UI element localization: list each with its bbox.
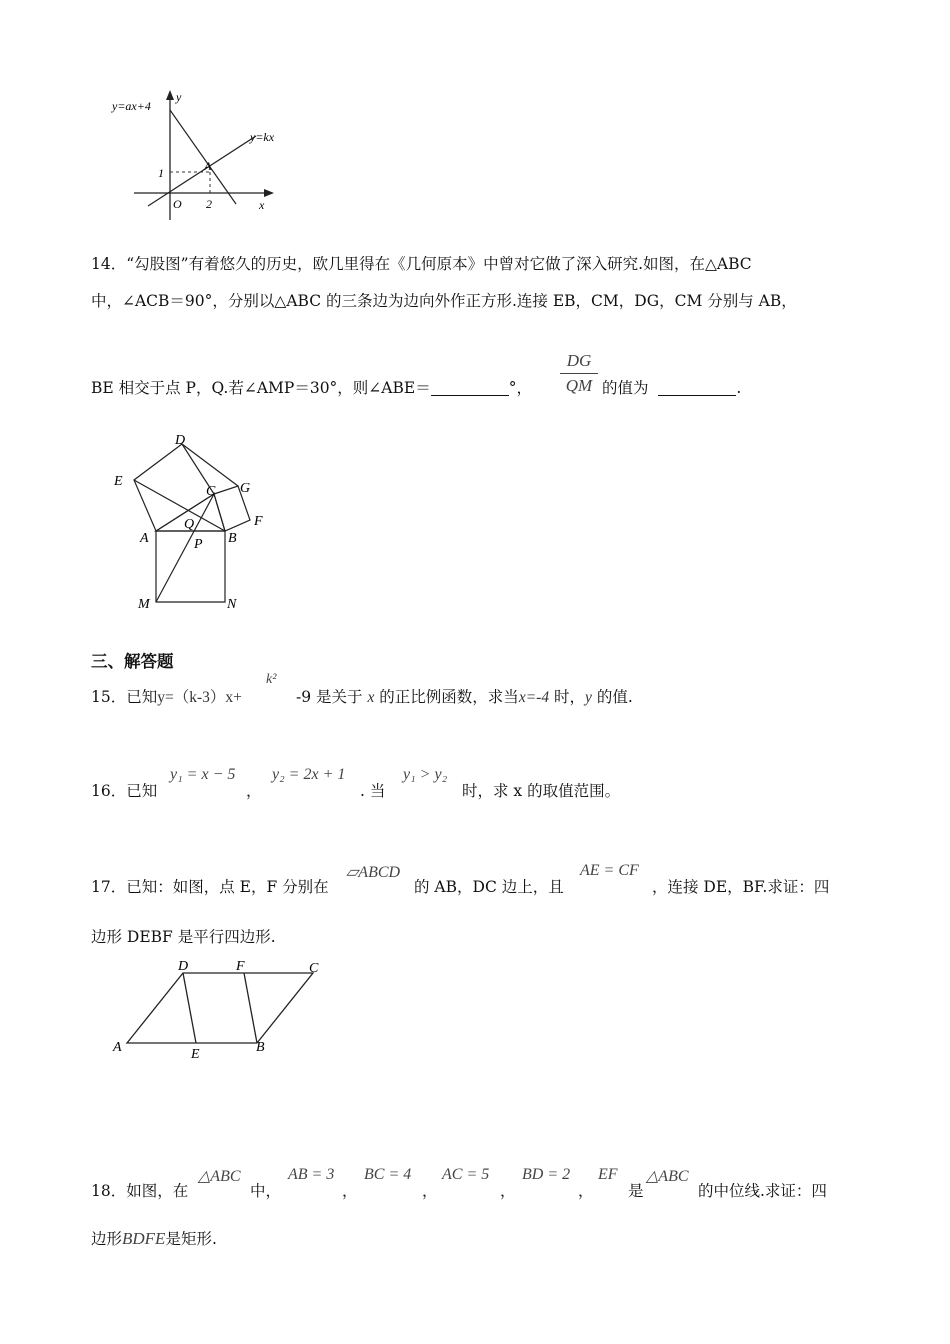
q18-text-c: 是 bbox=[628, 1182, 644, 1200]
q14-line-3-text-a: BE 相交于点 P，Q.若∠AMP＝30°，则∠ABE＝ bbox=[91, 379, 431, 397]
q18-line-2 bbox=[91, 1228, 217, 1250]
q16-eq-2: y₂ = 2x + 1 bbox=[272, 766, 346, 783]
q16-eq-3: y₁ > y₂ bbox=[403, 766, 448, 783]
segment-cm bbox=[156, 494, 214, 602]
parallelogram-abcd bbox=[127, 973, 313, 1043]
q16-text-c: 时，求 x 的取值范围。 bbox=[462, 782, 621, 800]
label-n: N bbox=[227, 597, 237, 612]
label-point-a: A bbox=[204, 159, 212, 173]
segment-bf bbox=[244, 973, 257, 1043]
q15-line-tail bbox=[296, 686, 633, 709]
q16-sep: ， bbox=[246, 782, 262, 800]
label-c: C bbox=[206, 484, 216, 499]
q18-line-2-text-b: 是矩形. bbox=[165, 1230, 217, 1248]
q15-x-value: x=-4 bbox=[518, 689, 550, 706]
label-x-axis: x bbox=[259, 198, 265, 212]
q18-sep-3: ， bbox=[500, 1182, 516, 1200]
label-tick-1: 1 bbox=[158, 166, 164, 180]
figure-14-pythagoras bbox=[108, 428, 283, 618]
q17-line-2: 边形 DEBF 是平行四边形. bbox=[91, 928, 276, 946]
q18-sep-2: ， bbox=[422, 1182, 438, 1200]
q17-text-b: 的 AB，DC 边上，且 bbox=[414, 878, 564, 896]
q14-line-2: 中，∠ACB＝90°，分别以△ABC 的三条边为边向外作正方形.连接 EB，CM，DG，CM 分别与 AB， bbox=[91, 292, 797, 310]
q15-var-x: x bbox=[367, 689, 375, 706]
q18-text-b: 中， bbox=[250, 1182, 282, 1200]
q15-text-a: 15．已知 bbox=[91, 688, 158, 706]
q16-text-a: 16．已知 bbox=[91, 782, 158, 800]
q15-exponent: k² bbox=[266, 672, 277, 687]
label-b: B bbox=[256, 1040, 265, 1055]
label-y-ax-4: y=ax+4 bbox=[112, 99, 151, 113]
q15-line bbox=[91, 686, 242, 709]
label-e: E bbox=[114, 474, 123, 489]
q18-triangle: △ABC bbox=[198, 1168, 241, 1185]
q17-parallelogram: ▱ABCD bbox=[346, 864, 401, 881]
q14-line-3-text-b: °， bbox=[508, 379, 532, 397]
segment-de bbox=[183, 973, 196, 1043]
q15-var-y: y bbox=[585, 689, 592, 706]
figure-13-graph bbox=[108, 88, 293, 223]
label-origin: O bbox=[173, 197, 182, 211]
q18-text-d: 的中位线.求证：四 bbox=[698, 1182, 827, 1200]
q15-text-i: 的值. bbox=[596, 688, 633, 706]
label-c: C bbox=[309, 961, 319, 976]
label-tick-2: 2 bbox=[206, 197, 212, 211]
q16-text-b: . 当 bbox=[360, 782, 386, 800]
q17-text-a: 17．已知：如图，点 E，F 分别在 bbox=[91, 878, 329, 896]
line-y-ax-4 bbox=[170, 110, 236, 204]
y-axis-arrow bbox=[166, 90, 174, 100]
q15-text-c: -9 是关于 bbox=[296, 688, 363, 706]
square-on-ab bbox=[156, 531, 225, 602]
label-a: A bbox=[140, 531, 149, 546]
section-3-heading: 三、解答题 bbox=[91, 652, 174, 671]
label-f: F bbox=[236, 959, 245, 974]
q14-fraction-numerator: DG bbox=[566, 351, 592, 370]
label-y-axis: y bbox=[176, 90, 182, 104]
label-f: F bbox=[254, 514, 263, 529]
q14-answer-blank-2[interactable] bbox=[658, 379, 736, 396]
q15-text-b: y=（k-3）x+ bbox=[157, 689, 242, 706]
label-d: D bbox=[175, 433, 186, 448]
q18-bd: BD = 2 bbox=[522, 1166, 571, 1183]
q14-line-3-text-d: . bbox=[736, 379, 742, 397]
figure-17-parallelogram bbox=[108, 955, 338, 1065]
q14-line-3-tail bbox=[602, 377, 741, 399]
q14-answer-blank-1[interactable] bbox=[431, 379, 509, 396]
q18-triangle-2: △ABC bbox=[646, 1168, 689, 1185]
q18-sep-1: ， bbox=[342, 1182, 358, 1200]
q15-text-g: 时， bbox=[554, 688, 586, 706]
label-q: Q bbox=[184, 517, 195, 532]
line-y-kx bbox=[148, 136, 256, 206]
q18-line-2-quadrilateral: BDFE bbox=[122, 1229, 166, 1248]
label-e: E bbox=[191, 1047, 200, 1062]
q14-line-1: 14．“勾股图”有着悠久的历史，欧几里得在《几何原本》中曾对它做了深入研究.如图，在△ABC bbox=[91, 255, 752, 273]
q14-fraction bbox=[560, 350, 598, 397]
q15-text-e: 的正比例函数，求当 bbox=[379, 688, 519, 706]
q18-sep-4: ， bbox=[578, 1182, 594, 1200]
q17-eq: AE = CF bbox=[580, 862, 639, 879]
q14-line-3 bbox=[91, 377, 532, 399]
q18-ab: AB = 3 bbox=[288, 1166, 335, 1183]
x-axis-arrow bbox=[264, 189, 274, 197]
q18-ef: EF bbox=[598, 1166, 618, 1183]
label-a: A bbox=[113, 1040, 122, 1055]
q17-text-c: ，连接 DE，BF.求证：四 bbox=[652, 878, 830, 896]
label-m: M bbox=[138, 597, 150, 612]
q16-eq-1: y₁ = x − 5 bbox=[170, 766, 236, 783]
q18-line-2-text-a: 边形 bbox=[91, 1230, 123, 1248]
label-d: D bbox=[178, 959, 189, 974]
label-b: B bbox=[228, 531, 237, 546]
q18-text-a: 18．如图，在 bbox=[91, 1182, 189, 1200]
segment-dg bbox=[182, 444, 238, 486]
label-p: P bbox=[194, 537, 203, 552]
q14-line-3-text-c: 的值为 bbox=[602, 379, 649, 397]
q14-fraction-bar bbox=[560, 373, 598, 374]
label-g: G bbox=[240, 481, 251, 496]
q18-ac: AC = 5 bbox=[442, 1166, 490, 1183]
q18-bc: BC = 4 bbox=[364, 1166, 412, 1183]
label-y-kx: y=kx bbox=[250, 130, 275, 144]
q14-fraction-denominator: QM bbox=[565, 376, 593, 395]
